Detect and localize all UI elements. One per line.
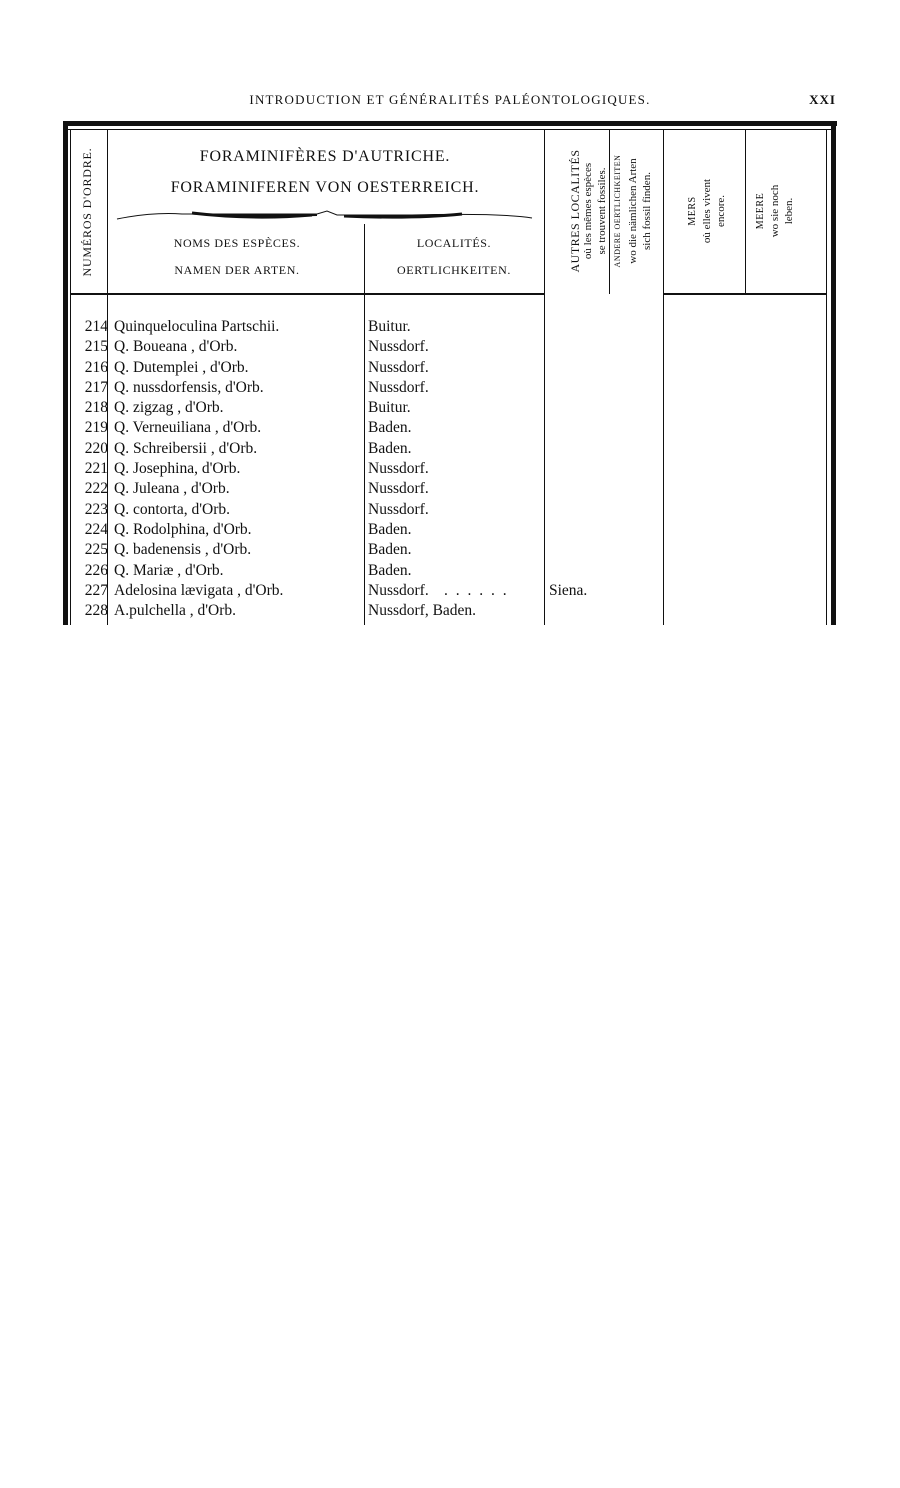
locality: Baden. (368, 419, 412, 437)
species-name: Q. Boueana , d'Orb. (114, 338, 238, 356)
seas-de-line2: wo sie noch (769, 184, 781, 238)
seas-fr (668, 134, 742, 289)
species-table (0, 0, 900, 640)
locality: Baden. (368, 439, 412, 457)
seas-fr-line1: MERS (687, 196, 698, 226)
species-name: Q. Dutemplei , d'Orb. (114, 358, 249, 376)
other-localities-fr (549, 134, 608, 289)
locality: Nussdorf. (368, 581, 429, 599)
row-number: 225 (84, 541, 108, 559)
header-bottom-rule-right (663, 293, 827, 295)
ornamental-rule (112, 207, 542, 223)
species-name: Q. Schreibersii , d'Orb. (114, 439, 258, 457)
frame-top-inner-rule (68, 129, 831, 130)
row-number: 222 (84, 480, 108, 498)
species-name: Q. Juleana , d'Orb. (114, 480, 230, 498)
locality: Baden. (368, 541, 412, 559)
dot-leader: . . . . . . (444, 581, 509, 599)
localities-header-fr: LOCALITÉS. (416, 236, 492, 250)
seas-de (748, 134, 824, 289)
frame-right-rule (831, 121, 836, 625)
locality: Nussdorf, Baden. (368, 602, 477, 620)
other-de-line1: ANDERE OERTLICHKEITEN (613, 154, 622, 268)
seas-de-line3: leben. (783, 197, 795, 225)
other-fr-line3: se trouvent fossiles. (596, 167, 608, 255)
row-number: 224 (84, 520, 108, 538)
species-name: Adelosina lævigata , d'Orb. (114, 581, 284, 599)
frame-right-inner-rule (826, 129, 827, 625)
species-header-de: NAMEN DER ARTEN. (174, 263, 300, 277)
species-name: Q. badenensis , d'Orb. (114, 541, 252, 559)
row-number: 216 (84, 358, 108, 376)
row-number: 226 (84, 561, 108, 579)
row-number: 220 (84, 439, 108, 457)
locality: Nussdorf. (368, 378, 429, 396)
locality: Buitur. (368, 318, 411, 335)
other-de-line3: sich fossil finden. (641, 172, 653, 250)
species-header-fr: NOMS DES ESPÈCES. (173, 236, 301, 250)
seas-fr-line3: encore. (715, 194, 727, 228)
locality: Baden. (368, 520, 412, 538)
other-fr-line2: où les mêmes espèces (582, 162, 594, 260)
locality: Nussdorf. (368, 500, 429, 518)
row-number: 228 (84, 602, 108, 620)
header-bottom-rule (71, 293, 544, 295)
frame-left-inner-rule (70, 129, 71, 625)
locality: Nussdorf. (368, 358, 429, 376)
other-fr-line1: AUTRES LOCALITÉS (568, 149, 582, 273)
species-name: Q. Mariæ , d'Orb. (114, 561, 224, 579)
title-german: FORAMINIFEREN VON OESTERREICH. (170, 179, 480, 196)
col-number-label: NUMÉROS D'ORDRE. (80, 147, 94, 277)
col-sep-other (544, 129, 545, 625)
locality: Nussdorf. (368, 460, 429, 478)
running-head: INTRODUCTION ET GÉNÉRALITÉS PALÉONTOLOGIQUES. (249, 92, 651, 107)
row-number: 219 (84, 419, 108, 437)
localities-header-de: OERTLICHKEITEN. (397, 263, 511, 277)
row-number: 223 (84, 500, 108, 518)
row-number: 215 (84, 338, 108, 356)
col-sep-seas-inner (745, 129, 746, 294)
species-name: A.pulchella , d'Orb. (114, 602, 237, 620)
other-locality: Siena. (549, 581, 588, 599)
locality: Baden. (368, 561, 412, 579)
species-name: Q. Josephina, d'Orb. (114, 460, 241, 478)
species-name: Q. nussdorfensis, d'Orb. (114, 378, 264, 396)
species-name: Quinqueloculina Partschii. (114, 318, 280, 335)
row-number: 221 (84, 460, 108, 478)
row-number: 227 (84, 581, 108, 599)
page-number: XXI (809, 92, 836, 107)
locality: Nussdorf. (368, 480, 429, 498)
species-name: Q. Rodolphina, d'Orb. (114, 520, 252, 538)
row-number: 218 (84, 399, 108, 417)
col-sep-locality (364, 224, 365, 625)
species-name: Q. contorta, d'Orb. (114, 500, 231, 518)
other-localities-de (612, 134, 660, 289)
col-sep-seas (663, 129, 664, 625)
frame-top-rule (63, 121, 837, 126)
seas-de-line1: MEERE (755, 192, 766, 230)
species-name: Q. zigzag , d'Orb. (114, 399, 224, 417)
locality: Nussdorf. (368, 338, 429, 356)
seas-fr-line2: où elles vivent (701, 178, 713, 244)
title-french: FORAMINIFÈRES D'AUTRICHE. (199, 148, 451, 165)
locality: Buitur. (368, 399, 411, 417)
other-de-line2: wo die nämlichen Arten (627, 158, 639, 264)
row-number: 217 (84, 378, 108, 396)
species-name: Q. Verneuiliana , d'Orb. (114, 419, 262, 437)
row-number: 214 (84, 318, 108, 335)
frame-left-rule (63, 121, 68, 625)
